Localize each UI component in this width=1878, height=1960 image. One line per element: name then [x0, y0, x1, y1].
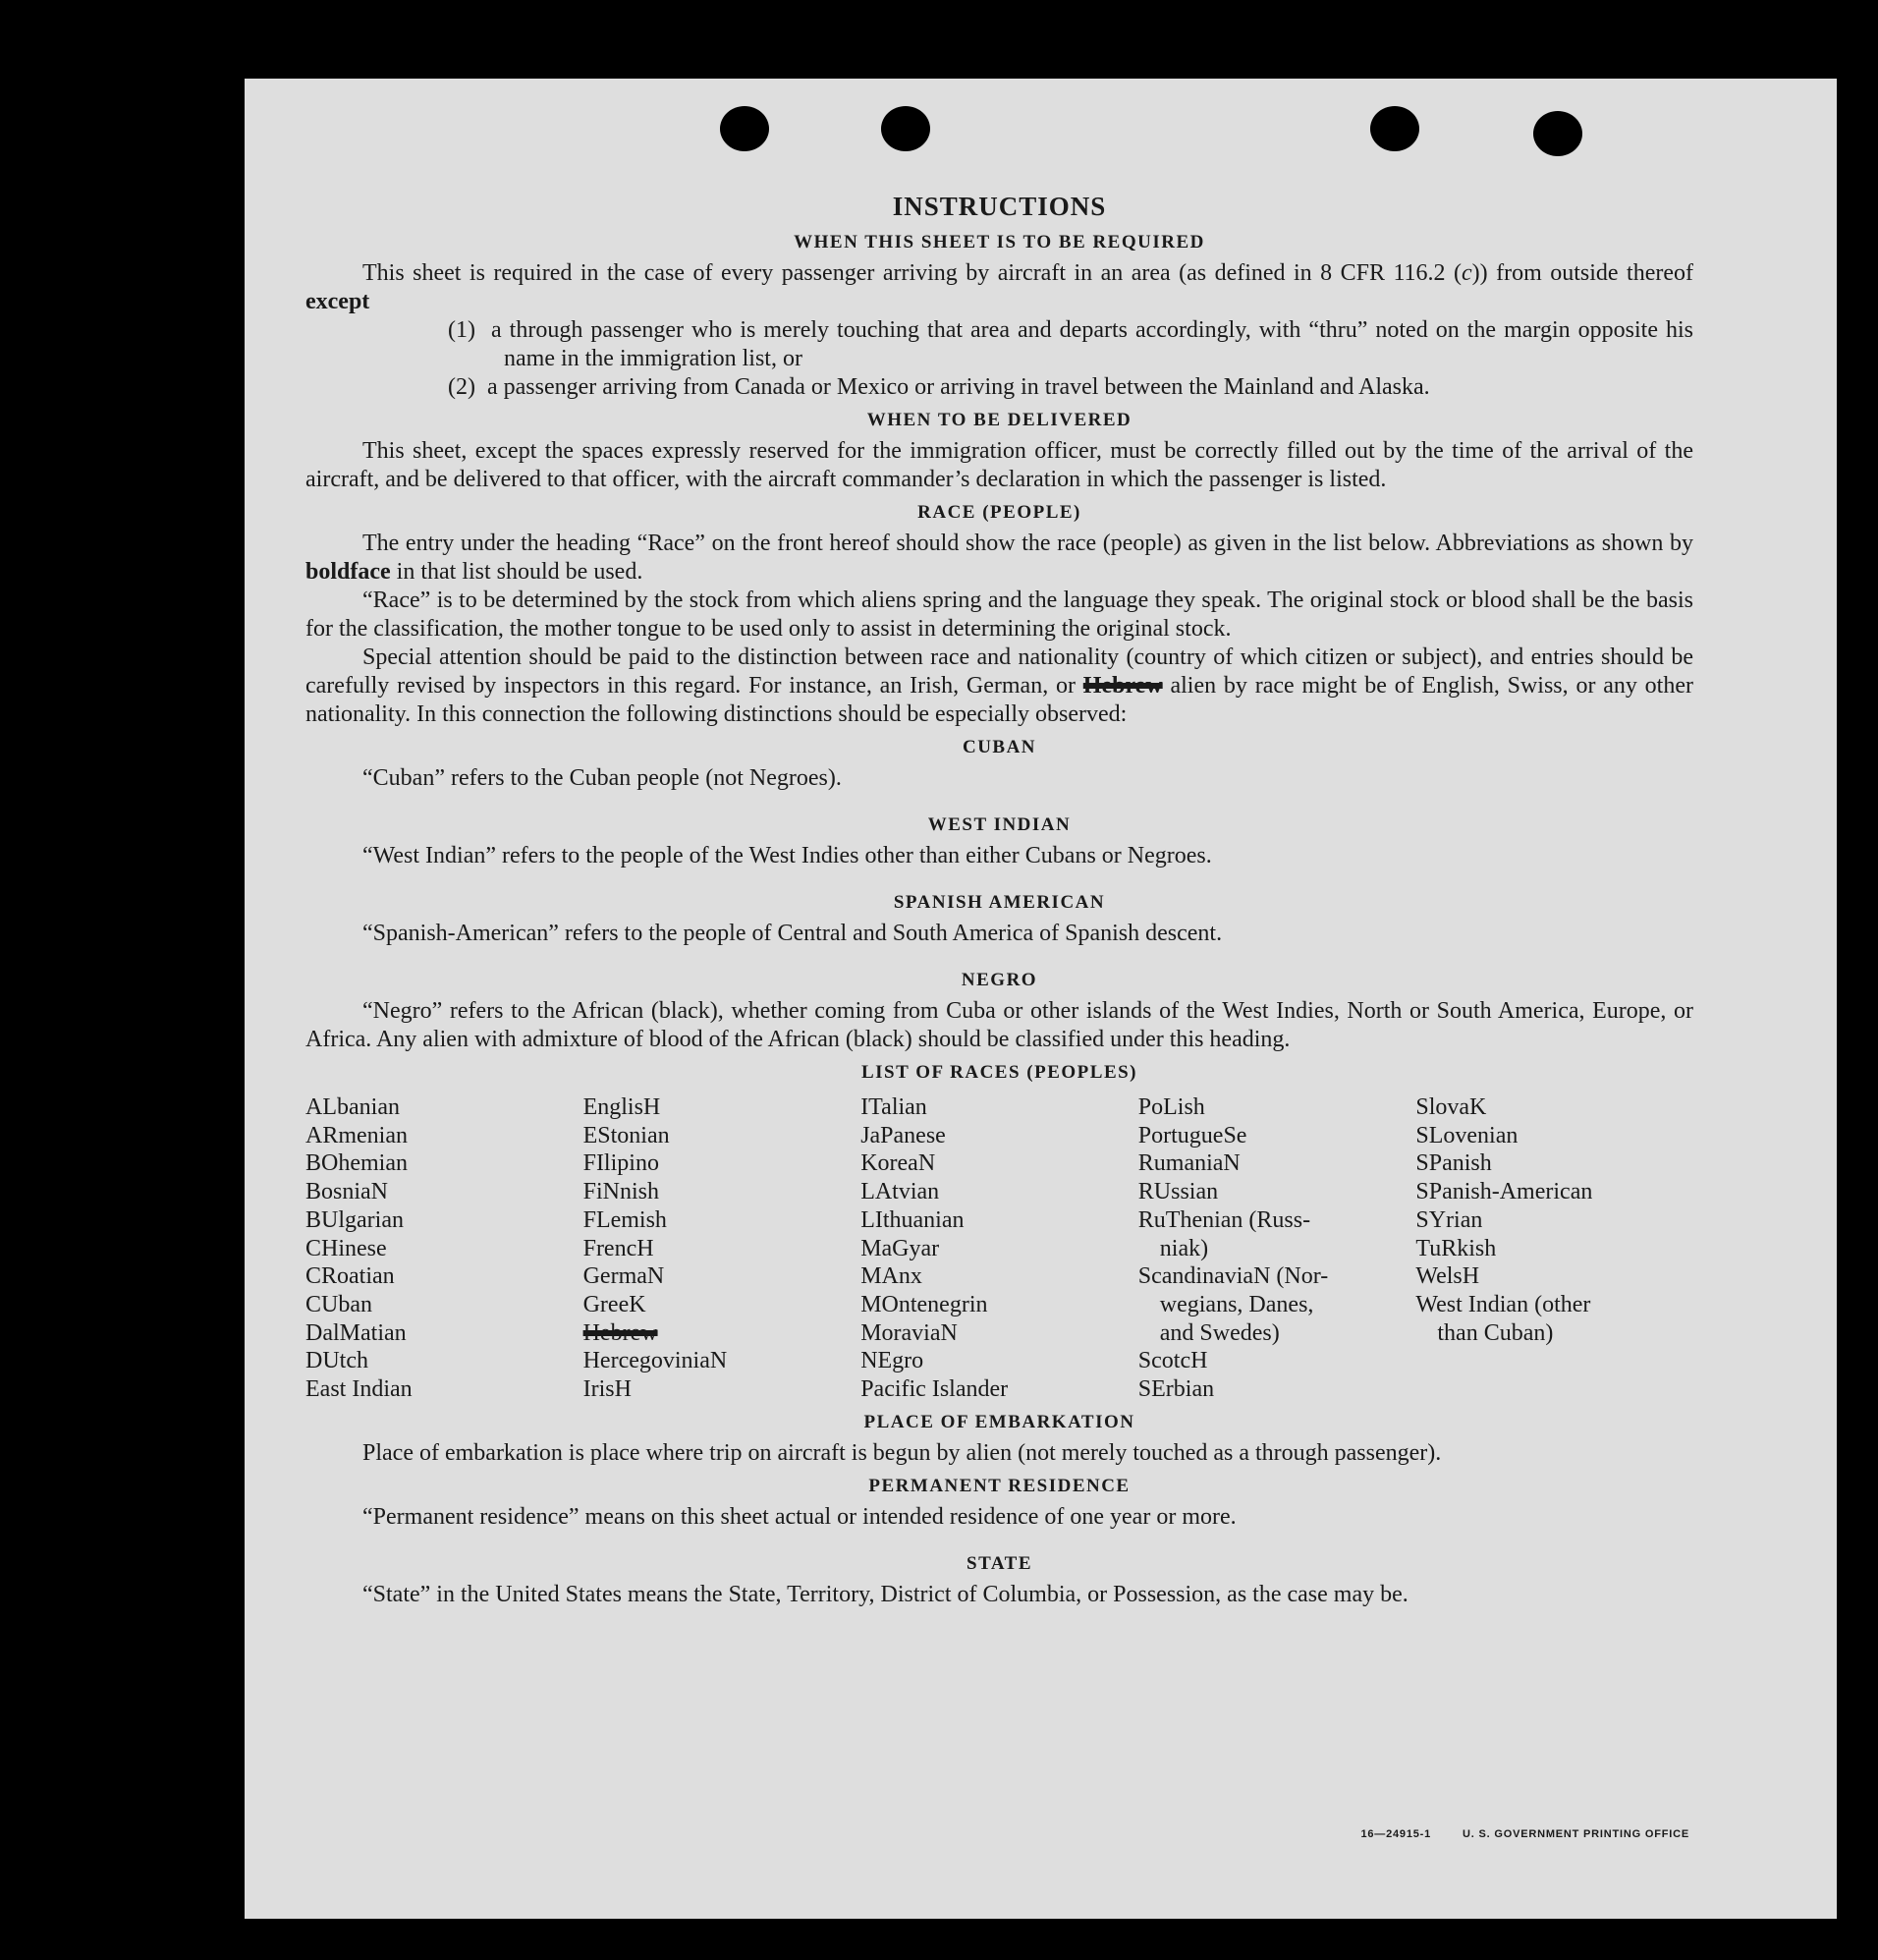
cuban-paragraph: “Cuban” refers to the Cuban people (not Negroes).	[362, 765, 842, 791]
item-number: (1)	[448, 317, 475, 343]
west-indian-paragraph: “West Indian” refers to the people of the West Indies other than either Cubans or Negroes.	[362, 843, 1212, 868]
spanish-american-paragraph: “Spanish-American” refers to the people of Central and South America of Spanish descent.	[362, 921, 1223, 946]
punch-hole	[1533, 111, 1582, 156]
delivered-paragraph: This sheet, except the spaces expressly reserved for the immigration officer, must be correctly filled out by the time of the arrival of the aircraft, and be delivered to that officer, with the aircraft commander’s declaration in which the passenger is listed.	[305, 438, 1693, 492]
race-p1-text-b: in that list should be used.	[390, 559, 643, 585]
required-except: except	[305, 289, 370, 314]
race-item: MoraviaN	[860, 1319, 958, 1346]
race-paragraph-1	[305, 530, 1693, 587]
state-paragraph: “State” in the United States means the State, Territory, District of Columbia, or Possession, as the case may be.	[362, 1581, 1408, 1607]
printer-name: U. S. GOVERNMENT PRINTING OFFICE	[1463, 1828, 1689, 1840]
race-item: EnglisH	[582, 1094, 661, 1120]
residence-paragraph: “Permanent residence” means on this sheet actual or intended residence of one year or more.	[362, 1503, 1237, 1530]
heading-when-required: WHEN THIS SHEET IS TO BE REQUIRED	[794, 232, 1205, 252]
item-text: a passenger arriving from Canada or Mexico or arriving in travel between the Mainland and Alaska.	[486, 374, 1430, 400]
race-item-continued: and Swedes)	[1159, 1319, 1280, 1346]
races-column-2	[583, 1093, 861, 1404]
heading-when-delivered: WHEN TO BE DELIVERED	[866, 410, 1132, 430]
race-item: HercegoviniaN	[582, 1348, 728, 1374]
race-p3-text-b: alien by race might be of English, Swiss, or any other nationality. In this connection the following distinctions should be especially observed:	[305, 673, 1693, 727]
race-item: CUban	[305, 1291, 372, 1317]
race-item: SYrian	[1415, 1206, 1483, 1233]
races-column-5	[1415, 1093, 1693, 1404]
race-item-continued: niak)	[1159, 1235, 1209, 1261]
race-item: ScandinaviaN (Nor-	[1137, 1263, 1329, 1290]
exception-item-1	[305, 316, 1693, 373]
required-text-c: c	[1462, 260, 1472, 286]
race-item: TuRkish	[1415, 1235, 1497, 1261]
race-item: IrisH	[582, 1376, 632, 1403]
race-item: SLovenian	[1415, 1122, 1519, 1148]
race-item: PoLish	[1137, 1094, 1205, 1120]
race-item-struck: Hebrew	[582, 1319, 658, 1346]
race-item: CRoatian	[305, 1263, 395, 1290]
race-item: East Indian	[305, 1376, 413, 1403]
heading-spanish-american: SPANISH AMERICAN	[893, 892, 1106, 913]
required-paragraph	[305, 259, 1693, 316]
race-item: RUssian	[1137, 1179, 1219, 1205]
race-item: BosniaN	[305, 1179, 388, 1205]
heading-cuban: CUBAN	[962, 737, 1037, 757]
race-item: FiNnish	[582, 1179, 659, 1205]
race-paragraph-2: “Race” is to be determined by the stock from which aliens spring and the language they speak. The original stock or blood shall be the basis for the classification, the mother tongue to be used only to assist in determining the original stock.	[305, 588, 1693, 642]
printer-footer	[1360, 1828, 1689, 1840]
required-text-a: This sheet is required in the case of every passenger arriving by aircraft in an area (as defined in 8 CFR 116.2 (	[362, 260, 1463, 286]
race-item: RuThenian (Russ-	[1137, 1206, 1311, 1233]
race-item: SlovaK	[1415, 1094, 1487, 1120]
race-item: ALbanian	[305, 1094, 400, 1120]
races-column-1	[305, 1093, 583, 1404]
races-column-3	[860, 1093, 1138, 1404]
race-item: JaPanese	[860, 1122, 946, 1148]
race-item-continued: than Cuban)	[1437, 1319, 1554, 1346]
heading-permanent-residence: PERMANENT RESIDENCE	[868, 1475, 1131, 1496]
heading-state: STATE	[967, 1552, 1032, 1574]
race-paragraph-3	[305, 644, 1693, 729]
embarkation-paragraph: Place of embarkation is place where trip on aircraft is begun by alien (not merely touched as a through passenger).	[362, 1439, 1442, 1466]
race-p1-text-a: The entry under the heading “Race” on the front hereof should show the race (people) as given in the list below. Abbreviations as shown by	[362, 531, 1693, 556]
heading-list-of-races: LIST OF RACES (PEOPLES)	[860, 1062, 1138, 1083]
race-item: BOhemian	[305, 1150, 408, 1177]
race-item: WelsH	[1415, 1263, 1480, 1290]
race-item: LIthuanian	[860, 1206, 965, 1233]
heading-place-of-embarkation: PLACE OF EMBARKATION	[863, 1411, 1135, 1432]
race-item: SPanish	[1415, 1150, 1492, 1177]
race-p1-bold: boldface	[305, 559, 391, 585]
race-item: ITalian	[860, 1094, 927, 1120]
race-item: PortugueSe	[1137, 1122, 1247, 1148]
race-item: LAtvian	[860, 1179, 940, 1205]
race-item: DUtch	[305, 1348, 368, 1374]
race-item: CHinese	[305, 1235, 387, 1261]
race-item: SErbian	[1137, 1376, 1215, 1403]
race-item: ARmenian	[305, 1122, 408, 1148]
required-text-b: )) from outside thereof	[1471, 260, 1693, 286]
instructions-content	[305, 192, 1693, 1609]
race-item: FrencH	[582, 1235, 654, 1261]
race-p3-text-a: Special attention should be paid to the distinction between race and nationality (country of which citizen or subject), and entries should be carefully revised by inspectors in this regard. For instance, an Irish, German, or	[305, 644, 1693, 699]
form-number: 16—24915-1	[1360, 1828, 1432, 1840]
race-item: DalMatian	[305, 1319, 407, 1346]
heading-race: RACE (PEOPLE)	[917, 502, 1081, 523]
race-item: MOntenegrin	[860, 1291, 988, 1317]
struck-word: Hebrew	[1082, 673, 1163, 699]
page-title: INSTRUCTIONS	[892, 192, 1107, 221]
race-item: NEgro	[860, 1348, 924, 1374]
race-item: West Indian (other	[1415, 1291, 1591, 1317]
race-item-continued: wegians, Danes,	[1159, 1291, 1314, 1317]
race-item: KoreaN	[860, 1150, 936, 1177]
races-column-4	[1138, 1093, 1416, 1404]
race-item: FIlipino	[582, 1150, 659, 1177]
punch-hole	[1370, 106, 1419, 151]
race-item: RumaniaN	[1137, 1150, 1241, 1177]
race-item: GermaN	[582, 1263, 665, 1290]
exception-item-2	[305, 373, 1693, 402]
negro-paragraph: “Negro” refers to the African (black), whether coming from Cuba or other islands of the West Indies, North or South America, Europe, or Africa. Any alien with admixture of blood of the African (black) should be classified under this heading.	[305, 998, 1693, 1052]
races-list	[305, 1093, 1693, 1404]
heading-negro: NEGRO	[961, 970, 1038, 990]
item-number: (2)	[448, 374, 475, 400]
race-item: SPanish-American	[1415, 1179, 1593, 1205]
punch-hole	[720, 106, 769, 151]
race-item: MaGyar	[860, 1235, 940, 1261]
heading-west-indian: WEST INDIAN	[927, 814, 1072, 835]
item-text: a through passenger who is merely touching that area and departs accordingly, with “thru” noted on the margin opposite his name in the immigration list, or	[491, 317, 1693, 371]
race-item: Pacific Islander	[860, 1376, 1009, 1403]
race-item: EStonian	[582, 1122, 670, 1148]
race-item: ScotcH	[1137, 1348, 1208, 1374]
race-item: BUlgarian	[305, 1206, 404, 1233]
document-page	[245, 79, 1837, 1919]
race-item: GreeK	[582, 1291, 646, 1317]
race-item: FLemish	[582, 1206, 667, 1233]
race-item: MAnx	[860, 1263, 922, 1290]
punch-hole	[881, 106, 930, 151]
